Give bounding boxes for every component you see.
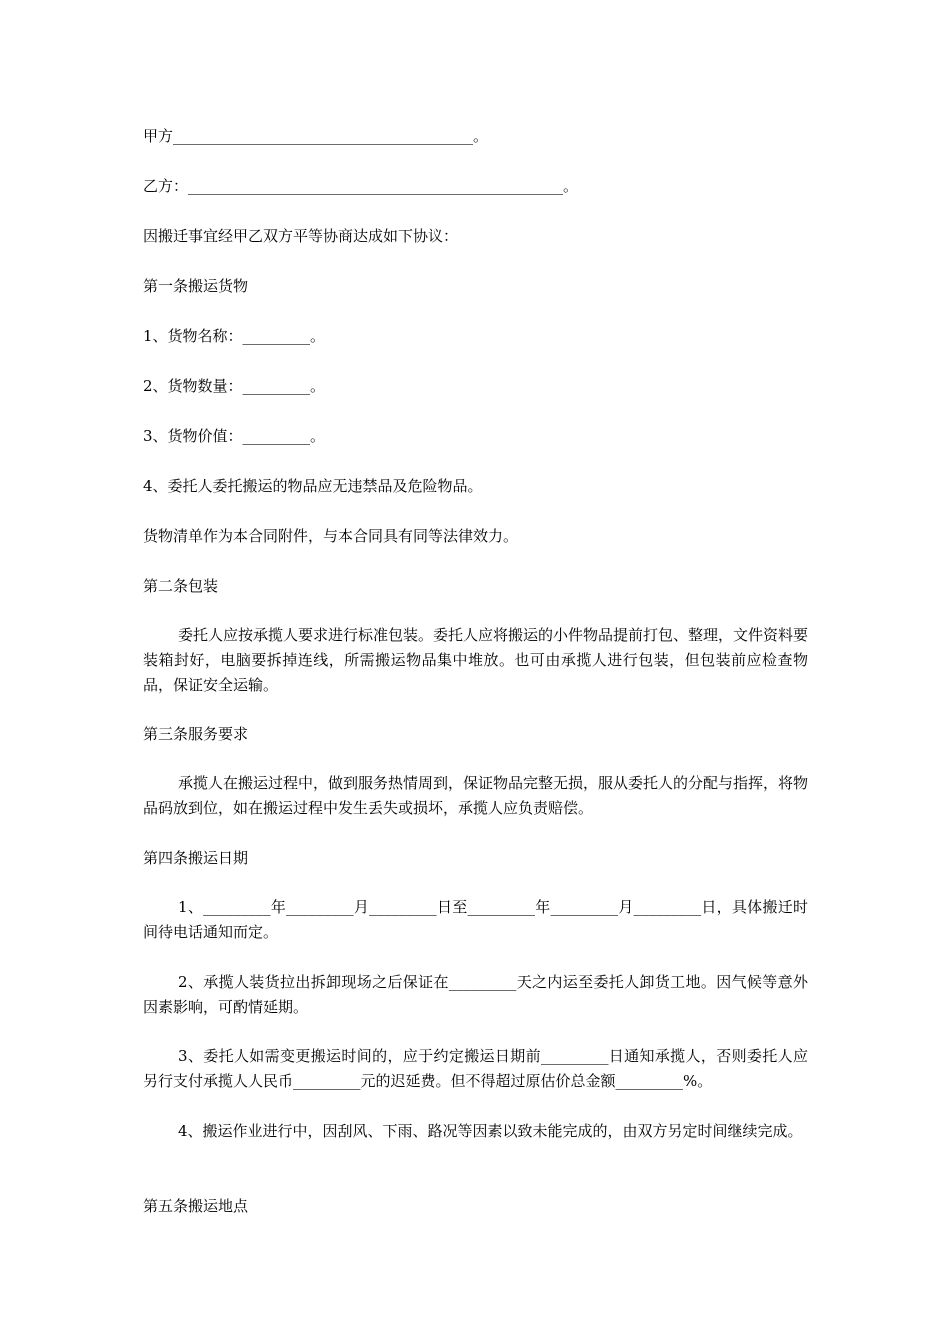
- goods-list-clause: 货物清单作为本合同附件，与本合同具有同等法律效力。: [143, 527, 519, 545]
- party-b-line: 乙方：__________________________________________________。: [143, 177, 579, 195]
- article-5-heading: 第五条搬运地点: [143, 1197, 249, 1215]
- goods-quantity-item: 2、货物数量：_________。: [143, 377, 326, 395]
- prohibited-goods-item: 4、委托人委托搬运的物品应无违禁品及危险物品。: [143, 477, 483, 495]
- service-requirements-clause: 承揽人在搬运过程中，做到服务热情周到，保证物品完整无损，服从委托人的分配与指挥，将物品码放到位，如在搬运过程中发生丢失或损坏，承揽人应负责赔偿。: [143, 774, 809, 817]
- goods-name-item: 1、货物名称：_________。: [143, 327, 326, 345]
- packaging-clause: 委托人应按承揽人要求进行标准包装。委托人应将搬运的小件物品提前打包、整理，文件资料要装箱封好，电脑要拆掉连线，所需搬运物品集中堆放。也可由承揽人进行包装，但包装前应检查物品，保证安全运输。: [143, 626, 809, 694]
- moving-date-item-1: 1、_________年_________月_________日至_________年_________月_________日，具体搬迁时间待电话通知而定。: [143, 898, 808, 941]
- article-3-heading: 第三条服务要求: [143, 725, 249, 743]
- article-2-heading: 第二条包装: [143, 577, 219, 595]
- moving-date-item-4: 4、搬运作业进行中，因刮风、下雨、路况等因素以致未能完成的，由双方另定时间继续完成。: [178, 1122, 803, 1140]
- article-1-heading: 第一条搬运货物: [143, 277, 249, 295]
- party-a-line: 甲方________________________________________。: [143, 127, 489, 145]
- goods-value-item: 3、货物价值：_________。: [143, 427, 326, 445]
- moving-date-item-2: 2、承揽人装货拉出拆卸现场之后保证在_________天之内运至委托人卸货工地。因气候等意外因素影响，可酌情延期。: [143, 973, 808, 1016]
- article-4-heading: 第四条搬运日期: [143, 849, 249, 867]
- moving-date-item-3: 3、委托人如需变更搬运时间的，应于约定搬运日期前_________日通知承揽人，否则委托人应另行支付承揽人人民币_________元的迟延费。但不得超过原估价总金额_________%。: [143, 1047, 808, 1090]
- agreement-intro: 因搬迁事宜经甲乙双方平等协商达成如下协议：: [143, 227, 459, 245]
